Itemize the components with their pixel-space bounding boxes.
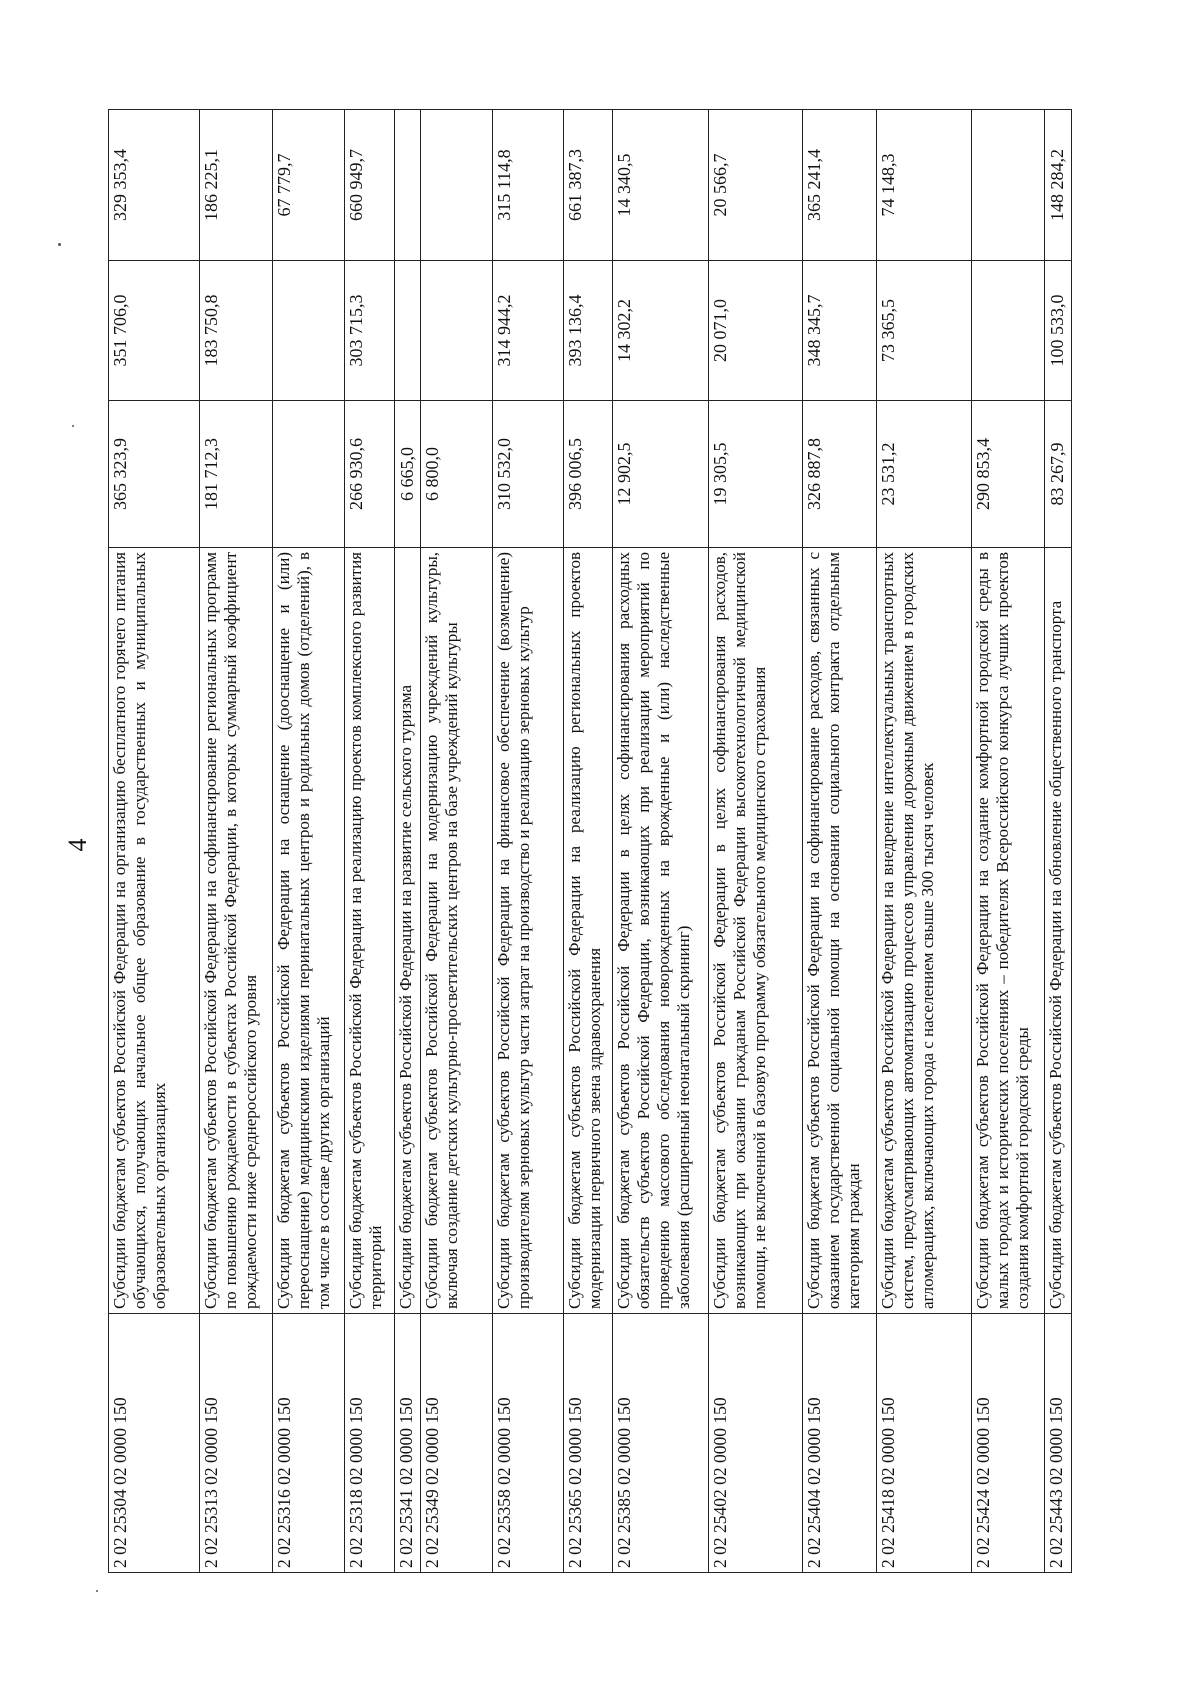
row-description: Субсидии бюджетам субъектов Российской Федерации на реализацию проектов комплексного развития территорий (345, 548, 395, 1314)
row-description: Субсидии бюджетам субъектов Российской Федерации на обновление общественного транспорта (1045, 548, 1072, 1314)
budget-code: 2 02 25365 02 0000 150 (563, 1314, 612, 1573)
row-description: Субсидии бюджетам субъектов Российской Федерации в целях софинансирования расходов, возникающих при оказании гражданам Российской Федерации высокотехнологичной медицинской помощи, не включенной в базовую программу обязательного медицинского страхования (709, 548, 802, 1314)
amount-year-3 (420, 110, 492, 261)
table-row (612, 110, 709, 1573)
budget-table (108, 109, 1072, 1573)
amount-year-1: 290 853,4 (972, 401, 1045, 548)
rotated-page-content (108, 110, 1072, 1573)
budget-code: 2 02 25316 02 0000 150 (273, 1314, 345, 1573)
amount-year-1: 6 800,0 (420, 401, 492, 548)
amount-year-2: 303 715,3 (345, 261, 395, 401)
table-row (273, 110, 345, 1573)
table-row (802, 110, 876, 1573)
amount-year-1: 19 305,5 (709, 401, 802, 548)
budget-code: 2 02 25418 02 0000 150 (876, 1314, 971, 1573)
table-row (200, 110, 273, 1573)
amount-year-2 (420, 261, 492, 401)
row-description: Субсидии бюджетам субъектов Российской Федерации на создание комфортной городской среды в малых городах и исторических поселениях – победителях Всероссийского конкурса лучших проектов создания комфортной городской среды (972, 548, 1045, 1314)
row-description: Субсидии бюджетам субъектов Российской Федерации в целях софинансирования расходных обязательств субъектов Российской Федерации, возникающих при реализации мероприятий по проведению массового обследования новорожденных на врожденные и (или) наследственные заболевания (расширенный неонатальный скрининг) (612, 548, 709, 1314)
amount-year-3: 148 284,2 (1045, 110, 1072, 261)
budget-code: 2 02 25404 02 0000 150 (802, 1314, 876, 1573)
row-description: Субсидии бюджетам субъектов Российской Федерации на организацию бесплатного горячего питания обучающихся, получающих начальное общее образование в государственных и муниципальных образовательных организациях (109, 548, 200, 1314)
amount-year-1: 12 902,5 (612, 401, 709, 548)
row-description: Субсидии бюджетам субъектов Российской Федерации на финансовое обеспечение (возмещение) производителям зерновых культур части затрат на производство и реализацию зерновых культур (492, 548, 563, 1314)
page-number: 4 (63, 838, 92, 852)
amount-year-2: 14 302,2 (612, 261, 709, 401)
amount-year-2: 348 345,7 (802, 261, 876, 401)
table-row (109, 110, 200, 1573)
table-row (395, 110, 420, 1573)
amount-year-1: 181 712,3 (200, 401, 273, 548)
amount-year-1: 83 267,9 (1045, 401, 1072, 548)
row-description: Субсидии бюджетам субъектов Российской Федерации на софинансирование региональных программ по повышению рождаемости в субъектах Российской Федерации, в которых суммарный коэффициент рождаемости ниже среднероссийского уровня (200, 548, 273, 1314)
budget-code: 2 02 25349 02 0000 150 (420, 1314, 492, 1573)
amount-year-2: 20 071,0 (709, 261, 802, 401)
amount-year-3: 660 949,7 (345, 110, 395, 261)
scan-speck (96, 1590, 98, 1592)
amount-year-1: 310 532,0 (492, 401, 563, 548)
row-description: Субсидии бюджетам субъектов Российской Федерации на оснащение (дооснащение и (или) переоснащение) медицинскими изделиями перинатальных центров и родильных домов (отделений), в том числе в составе других организаций (273, 548, 345, 1314)
budget-code: 2 02 25313 02 0000 150 (200, 1314, 273, 1573)
row-description: Субсидии бюджетам субъектов Российской Федерации на внедрение интеллектуальных транспортных систем, предусматривающих автоматизацию процессов управления дорожным движением в городских агломерациях, включающих города с населением свыше 300 тысяч человек (876, 548, 971, 1314)
table-row (345, 110, 395, 1573)
amount-year-3 (972, 110, 1045, 261)
row-description: Субсидии бюджетам субъектов Российской Федерации на реализацию региональных проектов модернизации первичного звена здравоохранения (563, 548, 612, 1314)
table-row (1045, 110, 1072, 1573)
amount-year-1: 266 930,6 (345, 401, 395, 548)
scan-speck (58, 243, 61, 246)
budget-code: 2 02 25402 02 0000 150 (709, 1314, 802, 1573)
budget-code: 2 02 25358 02 0000 150 (492, 1314, 563, 1573)
budget-table-body (109, 110, 1072, 1573)
amount-year-1: 23 531,2 (876, 401, 971, 548)
scan-speck (72, 425, 74, 427)
amount-year-3: 14 340,5 (612, 110, 709, 261)
amount-year-2: 351 706,0 (109, 261, 200, 401)
table-row (420, 110, 492, 1573)
amount-year-2: 393 136,4 (563, 261, 612, 401)
amount-year-3: 365 241,4 (802, 110, 876, 261)
amount-year-1: 396 006,5 (563, 401, 612, 548)
amount-year-1: 326 887,8 (802, 401, 876, 548)
budget-code: 2 02 25341 02 0000 150 (395, 1314, 420, 1573)
budget-code: 2 02 25424 02 0000 150 (972, 1314, 1045, 1573)
amount-year-2: 100 533,0 (1045, 261, 1072, 401)
amount-year-2: 73 365,5 (876, 261, 971, 401)
budget-code: 2 02 25304 02 0000 150 (109, 1314, 200, 1573)
amount-year-3: 315 114,8 (492, 110, 563, 261)
amount-year-3 (395, 110, 420, 261)
amount-year-3: 661 387,3 (563, 110, 612, 261)
row-description: Субсидии бюджетам субъектов Российской Федерации на софинансирование расходов, связанных с оказанием государственной социальной помощи на основании социального контракта отдельным категориям граждан (802, 548, 876, 1314)
amount-year-1: 6 665,0 (395, 401, 420, 548)
amount-year-2: 314 944,2 (492, 261, 563, 401)
budget-code: 2 02 25318 02 0000 150 (345, 1314, 395, 1573)
amount-year-3: 186 225,1 (200, 110, 273, 261)
amount-year-1: 365 323,9 (109, 401, 200, 548)
budget-code: 2 02 25385 02 0000 150 (612, 1314, 709, 1573)
table-row (563, 110, 612, 1573)
amount-year-2 (972, 261, 1045, 401)
table-row (876, 110, 971, 1573)
amount-year-3: 67 779,7 (273, 110, 345, 261)
table-row (492, 110, 563, 1573)
amount-year-3: 20 566,7 (709, 110, 802, 261)
table-row (972, 110, 1045, 1573)
amount-year-2 (395, 261, 420, 401)
table-row (709, 110, 802, 1573)
row-description: Субсидии бюджетам субъектов Российской Федерации на модернизацию учреждений культуры, включая создание детских культурно-просветительских центров на базе учреждений культуры (420, 548, 492, 1314)
row-description: Субсидии бюджетам субъектов Российской Федерации на развитие сельского туризма (395, 548, 420, 1314)
amount-year-3: 74 148,3 (876, 110, 971, 261)
amount-year-3: 329 353,4 (109, 110, 200, 261)
amount-year-2: 183 750,8 (200, 261, 273, 401)
amount-year-1 (273, 401, 345, 548)
budget-code: 2 02 25443 02 0000 150 (1045, 1314, 1072, 1573)
amount-year-2 (273, 261, 345, 401)
